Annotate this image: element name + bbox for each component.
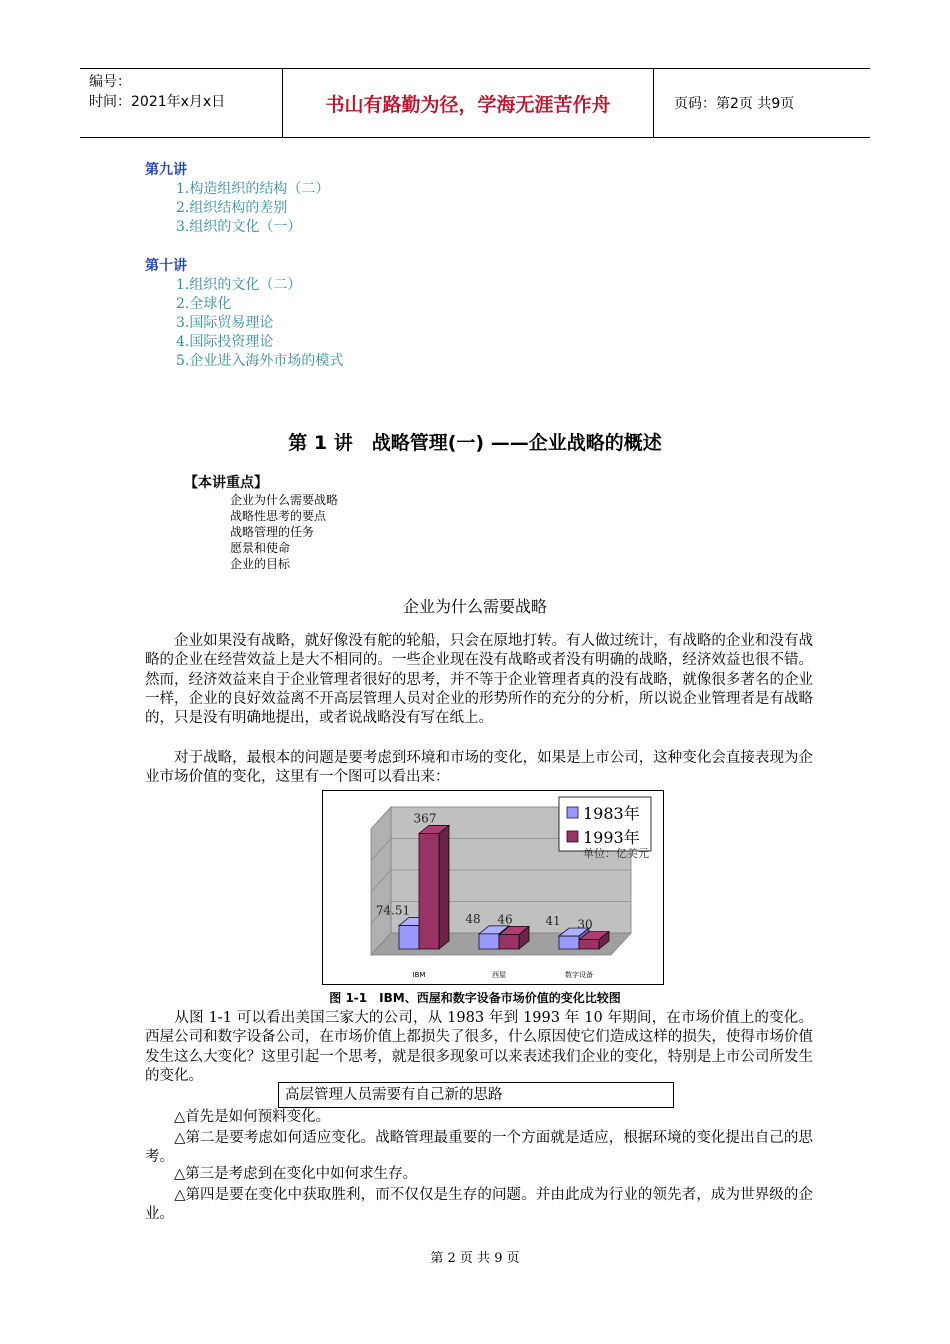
chart-unit-note: 单位：亿美元 (583, 847, 649, 860)
chart-data-label: 48 (465, 911, 481, 926)
chart-data-label: 30 (577, 917, 593, 932)
section-title: 企业为什么需要战略 (402, 597, 547, 616)
paragraph: 从图 1-1 可以看出美国三家大的公司，从 1983 年到 1993 年 10 年期间，在市场价值上的变化。西屋公司和数字设备公司，在市场价值上都损失了很多，什么原因使它们造成这样的损失，使得市场价值发生这么大变化？这里引起一个思考，就是很多现象可以来表述我们企业的变化，特别是上市公司所发生的变化。 (145, 1010, 813, 1084)
header-page-info: 页码：第2页 共9页 (674, 96, 795, 112)
chart-category-label: 西屋 (492, 971, 506, 979)
toc-item: 3.国际贸易理论 (176, 315, 274, 331)
toc-item: 2.全球化 (176, 296, 232, 312)
chart-category-label: IBM (412, 971, 426, 979)
chart-bar (419, 833, 439, 949)
key-point-item: 愿景和使命 (230, 541, 291, 555)
toc-item: 1.组织的文化（二） (176, 277, 302, 293)
chart-bar (399, 926, 419, 949)
key-point-item: 战略管理的任务 (230, 525, 315, 539)
key-point-item: 战略性思考的要点 (230, 509, 327, 523)
lecture-title: 第 1 讲 战略管理(一) ——企业战略的概述 (288, 432, 662, 454)
chart-bar-side (439, 825, 449, 949)
header-meta (80, 69, 283, 137)
chart-data-label: 46 (497, 912, 513, 927)
number-label: 编号： (89, 74, 131, 90)
page-footer: 第 2 页 共 9 页 (430, 1251, 520, 1266)
header-motto: 书山有路勤为径，学海无涯苦作舟 (283, 69, 654, 137)
bullet-item: △第四是要在变化中获取胜利，而不仅仅是生存的问题。并由此成为行业的领先者，成为世界级的企业。 (145, 1187, 813, 1223)
toc-item: 1.构造组织的结构（二） (176, 181, 330, 197)
page-header (80, 68, 870, 138)
toc-item: 2.组织结构的差别 (176, 200, 288, 216)
chart-data-label: 74.51 (375, 903, 411, 918)
bullet-item: △第二是要考虑如何适应变化。战略管理最重要的一个方面就是适应，根据环境的变化提出自己的思考。 (145, 1130, 813, 1166)
time-label: 时间：2021年x月x日 (89, 94, 226, 110)
market-value-chart (323, 791, 663, 984)
legend-swatch (567, 807, 578, 818)
chart-frame (322, 790, 664, 985)
paragraph: 企业如果没有战略，就好像没有舵的轮船，只会在原地打转。有人做过统计，有战略的企业和没有战略的企业在经营效益上是大不相同的。一些企业现在没有战略或者没有明确的战略，经济效益也很不错。然而，经济效益来自于企业管理者很好的思考，并不等于企业管理者真的没有战略，就像很多著名的企业一样，企业的良好效益离不开高层管理人员对企业的形势所作的充分的分析，所以说企业管理者是有战略的，只是没有明确地提出，或者说战略没有写在纸上。 (145, 633, 813, 727)
chart-data-label: 367 (413, 811, 437, 826)
chart-data-label: 41 (545, 914, 561, 929)
chart-bar (579, 940, 599, 949)
key-point-item: 企业的目标 (230, 557, 291, 571)
toc-lecture-10: 第十讲 (145, 258, 187, 274)
key-points-title: 【本讲重点】 (184, 475, 268, 491)
figure-caption: 图 1-1 IBM、西屋和数字设备市场价值的变化比较图 (329, 991, 621, 1005)
bullet-item: △首先是如何预料变化。 (145, 1109, 331, 1125)
bullet-item: △第三是考虑到在变化中如何求生存。 (145, 1166, 418, 1182)
paragraph: 对于战略，最根本的问题是要考虑到环境和市场的变化，如果是上市公司，这种变化会直接表现为企业市场价值的变化，这里有一个图可以看出来： (145, 750, 813, 786)
chart-bar (499, 935, 519, 949)
legend-label: 1993年 (583, 828, 640, 847)
toc-item: 3.组织的文化（一） (176, 219, 302, 235)
legend-swatch (567, 831, 578, 842)
toc-item: 4.国际投资理论 (176, 334, 274, 350)
chart-bar (559, 936, 579, 949)
key-point-item: 企业为什么需要战略 (230, 493, 339, 507)
toc-lecture-9: 第九讲 (145, 162, 187, 178)
toc-item: 5.企业进入海外市场的模式 (176, 353, 344, 369)
callout-box: 高层管理人员需要有自己新的思路 (278, 1082, 674, 1108)
chart-bar (479, 934, 499, 949)
chart-category-label: 数字设备 (565, 971, 593, 979)
legend-label: 1983年 (583, 804, 640, 823)
